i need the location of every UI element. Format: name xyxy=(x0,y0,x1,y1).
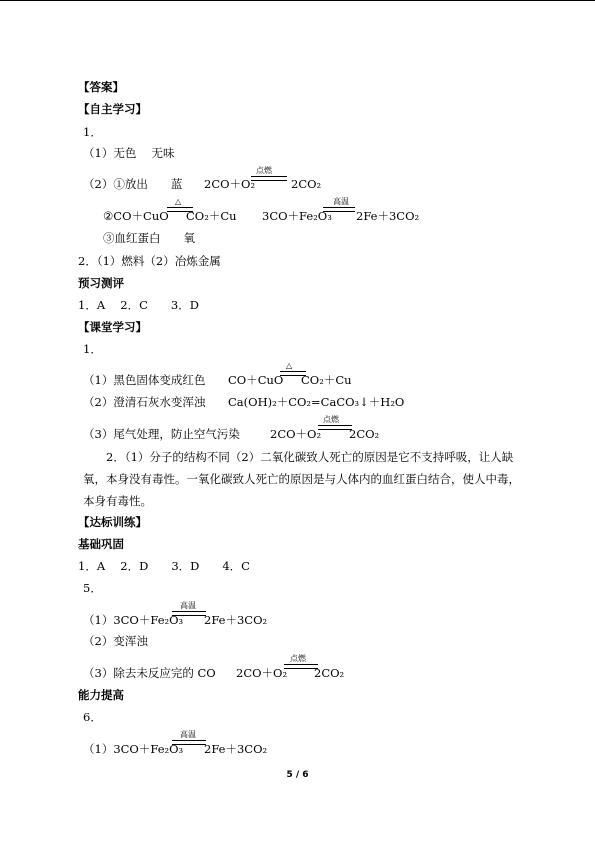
section-self-study: 【自主学习】 xyxy=(78,102,147,116)
classroom-1-2: （2）澄清石灰水变浑浊 xyxy=(83,395,206,409)
reaction-condition-ignite: 点燃 xyxy=(323,415,339,424)
q6-1-product: 2Fe＋3CO₂ xyxy=(204,742,268,756)
classroom-1-1-equation: CO＋CuO xyxy=(228,373,284,387)
header-rule xyxy=(0,0,595,1)
c1-number: 1． xyxy=(83,342,102,356)
reaction-arrow xyxy=(172,611,206,616)
classroom-1-2-equation: Ca(OH)₂＋CO₂=CaCO₃↓＋H₂O xyxy=(228,395,405,409)
answer-1-3-product2: 2Fe＋3CO₂ xyxy=(356,209,420,223)
reaction-arrow xyxy=(172,740,206,745)
basic-answers: 1．A 2．D 3．D 4．C xyxy=(78,559,250,573)
reaction-arrow xyxy=(323,207,355,212)
classroom-2-paragraph: 2．（1）分子的结构不同（2）二氧化碳致人死亡的原因是它不支持呼吸，让人缺氧，本身没有毒性。一氧化碳致人死亡的原因是与人体内的血红蛋白结合，使人中毒，本身有毒性。 xyxy=(83,450,520,508)
answer-1-3-eq1: ②CO＋CuO xyxy=(103,209,169,223)
q5-number: 5． xyxy=(83,581,102,595)
reaction-condition-heat: △ xyxy=(286,361,293,370)
q5-3-product: 2CO₂ xyxy=(314,666,345,680)
section-target-training: 【达标训练】 xyxy=(78,515,147,529)
q5-1-equation: （1）3CO＋Fe₂O₃ xyxy=(83,613,184,627)
section-ability: 能力提高 xyxy=(78,688,124,702)
q5-2: （2）变浑浊 xyxy=(83,634,148,648)
page-number: 5 / 6 xyxy=(286,770,309,780)
reaction-arrow xyxy=(318,425,352,430)
reaction-condition-ignite: 点燃 xyxy=(256,166,272,175)
reaction-condition-ignite: 点燃 xyxy=(290,654,306,663)
reaction-condition-heat: △ xyxy=(175,197,182,206)
section-basic: 基础巩固 xyxy=(78,537,124,551)
section-answer: 【答案】 xyxy=(78,80,124,94)
section-preview: 预习测评 xyxy=(78,276,124,290)
section-classroom: 【课堂学习】 xyxy=(78,320,147,334)
answer-1-4: ③血红蛋白 氧 xyxy=(103,231,195,245)
classroom-1-3-equation: 2CO＋O₂ xyxy=(270,427,322,441)
q5-3: （3）除去未反应完的 CO xyxy=(83,666,216,680)
reaction-condition-high-temp: 高温 xyxy=(180,730,196,739)
reaction-arrow xyxy=(284,664,318,669)
preview-answers: 1．A 2．C 3．D xyxy=(78,298,199,312)
q6-1-equation: （1）3CO＋Fe₂O₃ xyxy=(83,742,184,756)
answer-1-1: （1）无色 无味 xyxy=(83,146,175,160)
answer-1-2-equation: 2CO＋O₂ xyxy=(204,177,256,191)
classroom-1-1-product: CO₂＋Cu xyxy=(301,373,352,387)
classroom-1-3-product: 2CO₂ xyxy=(349,427,380,441)
classroom-1-3: （3）尾气处理，防止空气污染 xyxy=(83,427,240,441)
q6-number: 6． xyxy=(83,710,102,724)
answer-1-2-prefix: （2）①放出 蓝 xyxy=(83,177,183,191)
answer-1-3-product1: CO₂＋Cu xyxy=(186,209,237,223)
answer-2: 2．（1）燃料（2）冶炼金属 xyxy=(78,254,221,268)
answer-1-2-product: 2CO₂ xyxy=(291,177,322,191)
reaction-arrow xyxy=(251,176,287,181)
q5-3-equation: 2CO＋O₂ xyxy=(236,666,288,680)
answer-1-3-eq2: 3CO＋Fe₂O₃ xyxy=(262,209,332,223)
q5-1-product: 2Fe＋3CO₂ xyxy=(204,613,268,627)
classroom-1-1: （1）黑色固体变成红色 xyxy=(83,373,206,387)
reaction-condition-high-temp: 高温 xyxy=(333,197,349,206)
reaction-condition-high-temp: 高温 xyxy=(180,601,196,610)
q1-number: 1． xyxy=(83,125,102,139)
